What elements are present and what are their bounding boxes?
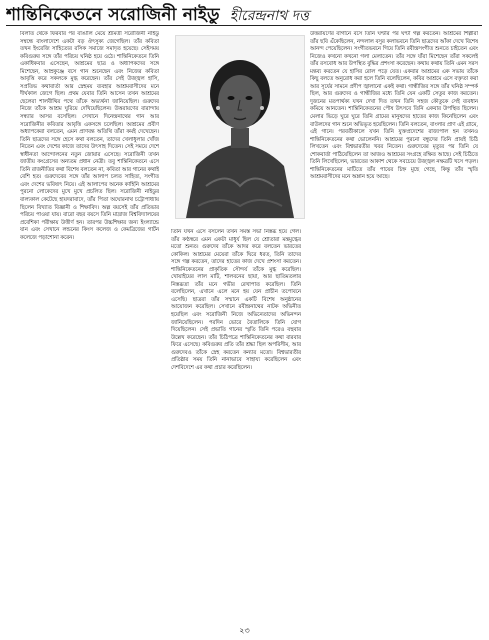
article-author: হীরেন্দ্রনাথ দত্ত bbox=[229, 8, 310, 24]
page-number: ২৩ bbox=[239, 626, 250, 635]
article-header bbox=[6, 2, 482, 24]
portrait-photo bbox=[175, 35, 305, 219]
header-rule bbox=[6, 25, 482, 26]
text-column-left: বিলাত থেকে ফিরবার পর বাঙালি মেয়ে শ্রীমতী সরোজিনী নাইডু সম্বন্ধে বাংলাদেশে একটা বড় ঔৎসুক্য জেগেছিল। তাঁর কবিতা তখন ইংরেজি সাহিত্যের রসিক সমাজে সমাদৃত হয়েছে। সেইসময় কবিগুরুর সঙ্গে তাঁর পরিচয় ঘনিষ্ঠ হয়ে ওঠে। শান্তিনিকেতনে তিনি একাধিকবার এসেছেন, আশ্রমের ছাত্র ও অধ্যাপকদের সঙ্গে মিশেছেন, আম্রকুঞ্জে বসে গান শুনেছেন এবং নিজের কবিতা আবৃত্তি করে সকলকে মুগ্ধ করেছেন। তাঁর সেই উজ্জ্বল হাসি, সপ্রতিভ কথাবার্তা আর স্নেহময় ব্যবহার আশ্রমবাসীদের মনে দীর্ঘকাল জেগে ছিল। প্রথম যেবার তিনি আসেন তখন আশ্রমের ছেলেরা শালবীথির পথে তাঁকে অভ্যর্থনা জানিয়েছিল। গুরুদেব নিজে তাঁকে আশ্রম ঘুরিয়ে দেখিয়েছিলেন। উত্তরায়ণের বারান্দায় সন্ধ্যার আসর বসেছিল। সেখানে দিনেন্দ্রনাথের গান আর সরোজিনীর কবিতার আবৃত্তি একসঙ্গে চলেছিল। আশ্রমের প্রবীণ অধ্যাপকেরা বলতেন, এমন প্রাণবন্ত অতিথি তাঁরা কমই দেখেছেন। তিনি ছাত্রদের সঙ্গে হেসে কথা বলতেন, তাদের খেলাধুলার খোঁজ নিতেন এবং দেশের কাজে তাদের উৎসাহ দিতেন। সেই সময়ে দেশে স্বাধীনতা আন্দোলনের নতুন জোয়ার এসেছে। সরোজিনী তখন জাতীয় কংগ্রেসের অন্যতম প্রধান নেত্রী। তবু শান্তিনিকেতনে এসে তিনি রাজনীতির কথা বিশেষ বলতেন না, কবিতা আর গানের কথাই বেশি হত। গুরুদেবের সঙ্গে তাঁর আলাপ চলত সাহিত্য, সংগীত এবং দেশের ভবিষ্যৎ নিয়ে। এই আলাপের অনেক কাহিনি আশ্রমের পুরনো লোকেদের মুখে মুখে প্রচলিত ছিল। সরোজিনী নাইডুর বাল্যকাল কেটেছে হায়দরাবাদে, তাঁর পিতা অঘোরনাথ চট্টোপাধ্যায় ছিলেন বিখ্যাত বিজ্ঞানী ও শিক্ষাবিদ। অল্প বয়সেই তাঁর প্রতিভার পরিচয় পাওয়া যায়। বারো বছর বয়সে তিনি মাদ্রাজ বিশ্ববিদ্যালয়ের প্রবেশিকা পরীক্ষায় উত্তীর্ণ হন। তারপর উচ্চশিক্ষার জন্য ইংল্যান্ডে যান এবং সেখানে লন্ডনের কিংস কলেজ ও কেমব্রিজের গার্টন কলেজে পড়াশোনা করেন। bbox=[20, 31, 159, 241]
text-column-middle: তিনি যখন এসে বসলেন তখন সমস্ত সভা নিস্তব্ধ হয়ে গেল। তাঁর কণ্ঠস্বরে এমন একটা মাধুর্য ছিল যে শ্রোতারা মন্ত্রমুগ্ধের মতো শুনত। গুরুদেব তাঁকে আদর করে বলতেন ভারতের কোকিল। আশ্রমের মেয়েরা তাঁকে ঘিরে ধরত, তিনি তাদের সঙ্গে গল্প করতেন, তাদের হাতের কাজ দেখে প্রশংসা করতেন। শান্তিনিকেতনের প্রাকৃতিক সৌন্দর্য তাঁকে মুগ্ধ করেছিল। খোয়াইয়ের লাল মাটি, শালবনের ছায়া, আর ছাতিমতলার নিস্তব্ধতা তাঁর মনে গভীর রেখাপাত করেছিল। তিনি বলেছিলেন, এখানে এলে মনে হয় যেন প্রাচীন তপোবনে এসেছি। ছাত্ররা তাঁর সম্মানে একটি বিশেষ অনুষ্ঠানের আয়োজন করেছিল। সেখানে রবীন্দ্রনাথের নাটক অভিনীত হয়েছিল এবং সরোজিনী নিজে অভিনেতাদের অভিনন্দন জানিয়েছিলেন। পরদিন ভোরে বৈতালিকে তিনি যোগ দিয়েছিলেন। সেই প্রভাতি গানের স্মৃতি তিনি পরেও বহুবার উল্লেখ করেছেন। তাঁর চিঠিপত্রে শান্তিনিকেতনের কথা বারবার ফিরে এসেছে। কবিগুরুর প্রতি তাঁর শ্রদ্ধা ছিল অপরিসীম, আর গুরুদেবও তাঁকে স্নেহ করতেন কন্যার মতো। বিশ্বভারতীর প্রতিষ্ঠার সময় তিনি নানাভাবে সাহায্য করেছিলেন এবং দেশবিদেশে এর কথা প্রচার করেছিলেন। bbox=[171, 229, 301, 371]
portrait-illustration bbox=[176, 36, 304, 218]
text-column-right: উত্তরায়ণের বাগানে বসে তিনি ঘণ্টার পর ঘণ্টা গল্প করতেন। আশ্রমের শিল্পীরা তাঁর ছবি এঁকেছিলেন, নন্দলাল বসুর কলাভবনে তিনি ছাত্রদের আঁকা দেখে বিশেষ আনন্দ পেয়েছিলেন। সংগীতভবনে গিয়ে তিনি রবীন্দ্রসংগীত শুনতে চাইতেন এবং নিজেও কখনো কখনো গলা মেলাতেন। তাঁর সঙ্গে যাঁরা মিশেছেন তাঁরা সকলেই তাঁর রসবোধ আর উপস্থিত বুদ্ধির প্রশংসা করেছেন। কথায় কথায় তিনি এমন সরস মন্তব্য করতেন যে হাসির রোল পড়ে যেত। একবার আশ্রমের এক সভায় তাঁকে কিছু বলতে অনুরোধ করা হলে তিনি বলেছিলেন, কবির আশ্রমে এসে বক্তৃতা করা আর সূর্যের সামনে প্রদীপ জ্বালানো একই কথা। গান্ধীজির সঙ্গে তাঁর ঘনিষ্ঠ সম্পর্ক ছিল, আর গুরুদেব ও গান্ধীজির মধ্যে তিনি যেন একটি সেতুর কাজ করতেন। দুজনের মতপার্থক্য যখন দেখা দিত তখন তিনি সহজ কৌতুকে সেই ব্যবধান কমিয়ে আনতেন। শান্তিনিকেতনের পৌষ উৎসবে তিনি একবার উপস্থিত ছিলেন। মেলার ভিড়ে ঘুরে ঘুরে তিনি গ্রামের মানুষদের হাতের কাজ কিনেছিলেন এবং বাউলদের গান শুনে অভিভূত হয়েছিলেন। তিনি বলতেন, বাংলার প্রাণ এই গ্রামে, এই গানে। পরবর্তীকালে যখন তিনি যুক্তপ্রদেশের রাজ্যপাল হন তখনও শান্তিনিকেতনের কথা ভোলেননি। আশ্রমের পুরনো বন্ধুদের তিনি প্রায়ই চিঠি লিখতেন এবং বিশ্বভারতীর খবর নিতেন। গুরুদেবের মৃত্যুর পর তিনি যে শোকবার্তা পাঠিয়েছিলেন তা আজও আশ্রমের সংগ্রহে রক্ষিত আছে। সেই চিঠিতে তিনি লিখেছিলেন, ভারতের আকাশ থেকে সবচেয়ে উজ্জ্বল নক্ষত্রটি খসে পড়ল। শান্তিনিকেতনের মাটিতে তাঁর পায়ের চিহ্ন মুছে গেছে, কিন্তু তাঁর স্মৃতি আশ্রমবাসীদের মনে অম্লান হয়ে আছে। bbox=[310, 31, 478, 181]
article-title: শান্তিনিকেতনে সরোজিনী নাইডু bbox=[6, 5, 220, 24]
